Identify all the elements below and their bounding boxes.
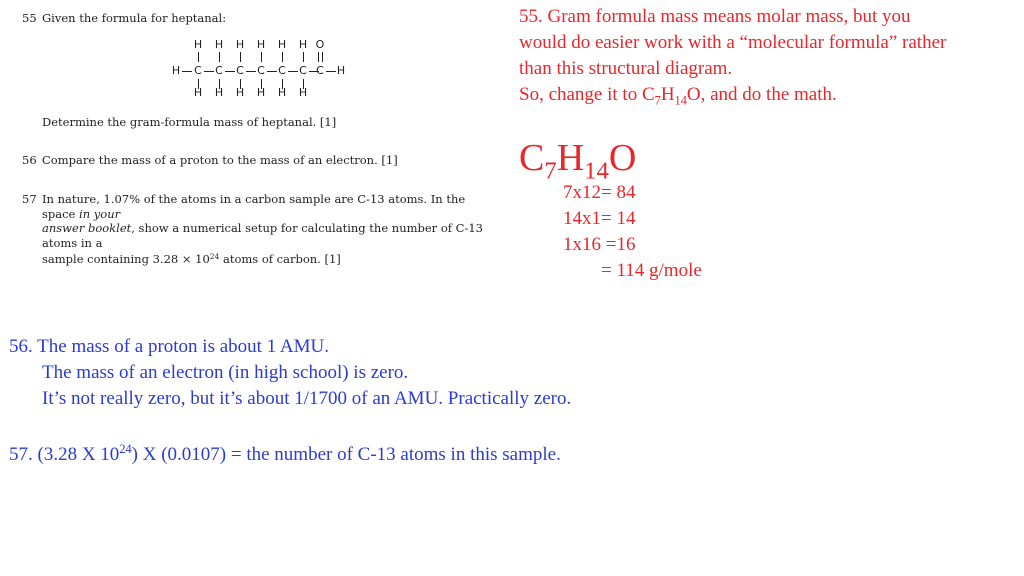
calc-line-hydrogen: 14x1= 14 [563,208,636,229]
bond [267,71,277,72]
bond [219,52,220,62]
atom-h: H [256,38,266,51]
atom-h: H [214,86,224,99]
atom-h: H [235,38,245,51]
molecular-formula: $C_7H_{14}O$ [519,137,637,185]
atom-c: C [316,64,324,77]
bond [246,71,256,72]
question-57-number: 57 [22,192,37,206]
atom-h: H [171,64,181,77]
answer-57: 57. (3.28 X $10^{24}$) X (0.0107) = the number of C-13 atoms in this sample. [9,442,561,465]
answer-55-formula-line: So, change it to $C_7H_{14}O$, and do the math. [519,84,837,108]
atom-c: C [299,64,307,77]
calc-line-total: = 114 g/mole [563,260,702,281]
bond [240,52,241,62]
atom-c: C [236,64,244,77]
atom-h: H [336,64,346,77]
bond [303,52,304,62]
atom-c: C [257,64,265,77]
question-55-text: Given the formula for heptanal: [42,11,227,25]
bond [288,71,298,72]
question-56-number: 56 [22,153,37,167]
answer-56: 56. The mass of a proton is about 1 AMU. The mass of an electron (in high school) is zero. It’s not really zero, but it’s about 1/1700 of an AMU. Practically zero. [9,336,572,409]
atom-h: H [298,38,308,51]
bond [198,52,199,62]
bond [204,71,214,72]
atom-h: H [277,38,287,51]
question-56-text: Compare the mass of a proton to the mass of an electron. [1] [42,153,398,167]
bond [261,52,262,62]
atom-h: H [277,86,287,99]
answer-55-explanation: 55. Gram formula mass means molar mass, but you would do easier work with a “molecular formula” rather than this structural diagram. So, change it to $C_7H_{14}O$, and do the math. [519,4,1019,113]
bond [326,71,336,72]
atom-h: H [193,38,203,51]
question-55-prompt-text: Determine the gram-formula mass of heptanal. [1] [42,115,337,129]
calc-line-carbon: 7x12= 84 [563,182,636,203]
question-55-number: 55 [22,11,37,25]
atom-c: C [278,64,286,77]
double-bond [322,52,323,62]
double-bond [318,52,319,62]
bond [225,71,235,72]
atom-h: H [256,86,266,99]
atom-h: H [235,86,245,99]
atom-c: C [215,64,223,77]
atom-h: H [298,86,308,99]
calc-line-oxygen: 1x16 =16 [563,234,636,255]
atom-h: H [214,38,224,51]
bond [282,52,283,62]
atom-c: C [194,64,202,77]
atom-o: O [315,38,325,51]
question-57-text: In nature, 1.07% of the atoms in a carbon sample are C-13 atoms. In the space in your answer booklet, show a numerical setup for calculating the number of C-13 atoms in a sample containing $3.28 \times 10^{24}$ atoms of carbon. [1] [42,192,483,267]
bond [182,71,192,72]
molar-mass-calculation [563,180,702,284]
atom-h: H [193,86,203,99]
